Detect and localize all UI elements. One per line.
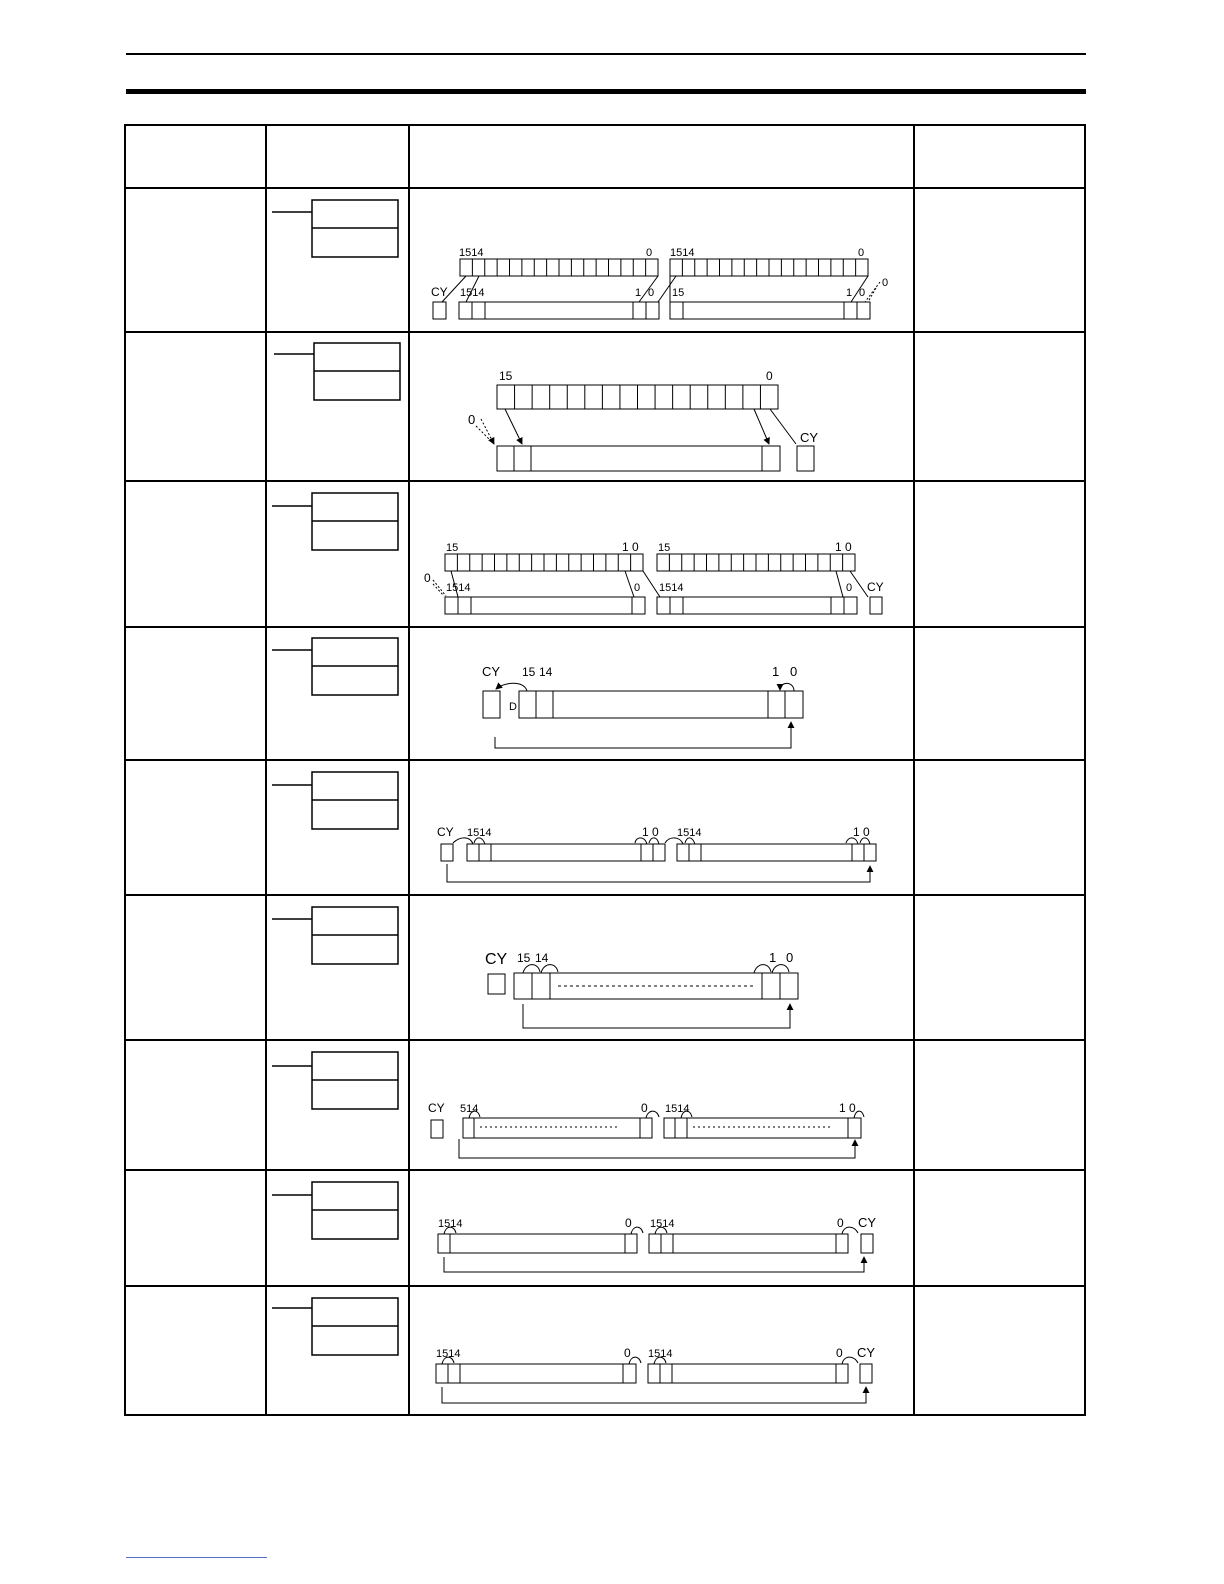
instruction-table (124, 124, 1086, 1416)
label-bit-0: 0 (846, 582, 853, 594)
label-bits-10: 1 0 (853, 825, 870, 839)
label-bit-0: 0 (836, 1346, 843, 1360)
label-bits-1514: 1514 (436, 1348, 461, 1360)
label-zero-in: 0 (424, 571, 431, 585)
label-bits-1514: 1514 (438, 1218, 463, 1230)
label-bit-15: 15 (522, 665, 536, 679)
ladder-symbol-row-2 (274, 343, 400, 400)
label-bits-1514: 1514 (648, 1348, 673, 1360)
label-bits-1514: 1514 (677, 827, 702, 839)
label-bits-1514: 1514 (446, 582, 471, 594)
bit-grid-word-2 (682, 259, 855, 276)
ladder-symbol-row-4 (272, 638, 398, 695)
label-cy: CY (428, 1101, 445, 1115)
ladder-symbol-row-3 (272, 493, 398, 550)
header-rule-thin (126, 53, 1086, 55)
label-bits-1514: 1514 (460, 287, 485, 299)
label-bit-0: 0 (634, 582, 641, 594)
diagram-rotate-right-double (428, 1101, 864, 1158)
diagram-rotate-left-double (437, 825, 876, 882)
diagram-rotate-right-single (485, 950, 798, 1028)
label-bits-1514: 1514 (670, 247, 695, 259)
ladder-symbol-row-7 (272, 1052, 398, 1109)
label-bit-0: 0 (625, 1216, 632, 1230)
diagram-shift-left-double (431, 247, 888, 319)
ladder-symbol-row-6 (272, 907, 398, 964)
label-bit-15: 15 (446, 542, 459, 554)
label-zero-in: 0 (468, 412, 476, 427)
label-bits-1514: 1514 (650, 1218, 675, 1230)
label-bit-0: 0 (858, 247, 865, 259)
label-bit-14: 14 (535, 951, 549, 965)
footer-link-underline (126, 1557, 267, 1558)
label-bit-1: 1 (772, 664, 780, 679)
label-cy: CY (482, 664, 501, 679)
label-bits-10: 1 0 (835, 540, 852, 554)
bit-grid-word-1 (472, 259, 645, 276)
label-bits-1514: 1514 (459, 247, 484, 259)
label-bit-0: 0 (786, 950, 794, 965)
ladder-symbol-row-5 (272, 772, 398, 829)
label-bit-14: 14 (539, 665, 553, 679)
ladder-symbol-row-9 (272, 1298, 398, 1355)
diagram-rotate-right-double-no-carry (436, 1345, 875, 1403)
label-bit-15: 15 (517, 951, 531, 965)
bit-grid-word-2 (669, 554, 842, 571)
ladder-symbol-row-1 (272, 200, 398, 257)
ladder-symbol-row-8 (272, 1182, 398, 1239)
label-bit-0: 0 (766, 369, 773, 383)
label-bits-1514: 1514 (659, 582, 684, 594)
label-cy: CY (867, 580, 884, 594)
label-bit-0: 0 (624, 1346, 631, 1360)
label-bit-0: 0 (648, 287, 655, 299)
label-cy: CY (858, 1215, 877, 1230)
label-bit-1: 1 (635, 287, 642, 299)
label-bit-1: 1 (846, 287, 853, 299)
diagram-shift-right-double (424, 540, 884, 614)
bit-grid-word-1 (457, 554, 630, 571)
label-bit-15: 15 (672, 287, 685, 299)
label-zero-in: 0 (882, 277, 889, 289)
label-cy: CY (437, 825, 454, 839)
bit-grid-word (515, 385, 761, 409)
label-bit-0: 0 (859, 287, 866, 299)
label-cy: CY (800, 430, 819, 445)
label-bit-0: 0 (837, 1216, 844, 1230)
label-bits-1514: 1514 (665, 1103, 690, 1115)
label-bit-1: 1 (769, 950, 777, 965)
label-bit-0: 0 (641, 1101, 648, 1115)
label-bits-10: 1 0 (622, 540, 639, 554)
diagram-rotate-left-single (482, 664, 803, 748)
label-bits-10: 1 0 (839, 1101, 856, 1115)
label-bits-10: 1 0 (642, 825, 659, 839)
label-cy: CY (857, 1345, 876, 1360)
label-bit-0: 0 (646, 247, 653, 259)
diagram-shift-right-single (468, 369, 818, 471)
label-bits-514: 514 (460, 1103, 479, 1115)
header-rule-thick (126, 89, 1086, 94)
label-bit-15: 15 (658, 542, 671, 554)
label-cy: CY (431, 285, 448, 299)
label-bit-15: 15 (499, 369, 513, 383)
label-bit-0: 0 (790, 664, 798, 679)
label-d: D (509, 701, 517, 713)
label-bits-1514: 1514 (467, 827, 492, 839)
diagram-rotate-left-double-no-carry (438, 1215, 876, 1272)
label-cy: CY (485, 951, 508, 968)
